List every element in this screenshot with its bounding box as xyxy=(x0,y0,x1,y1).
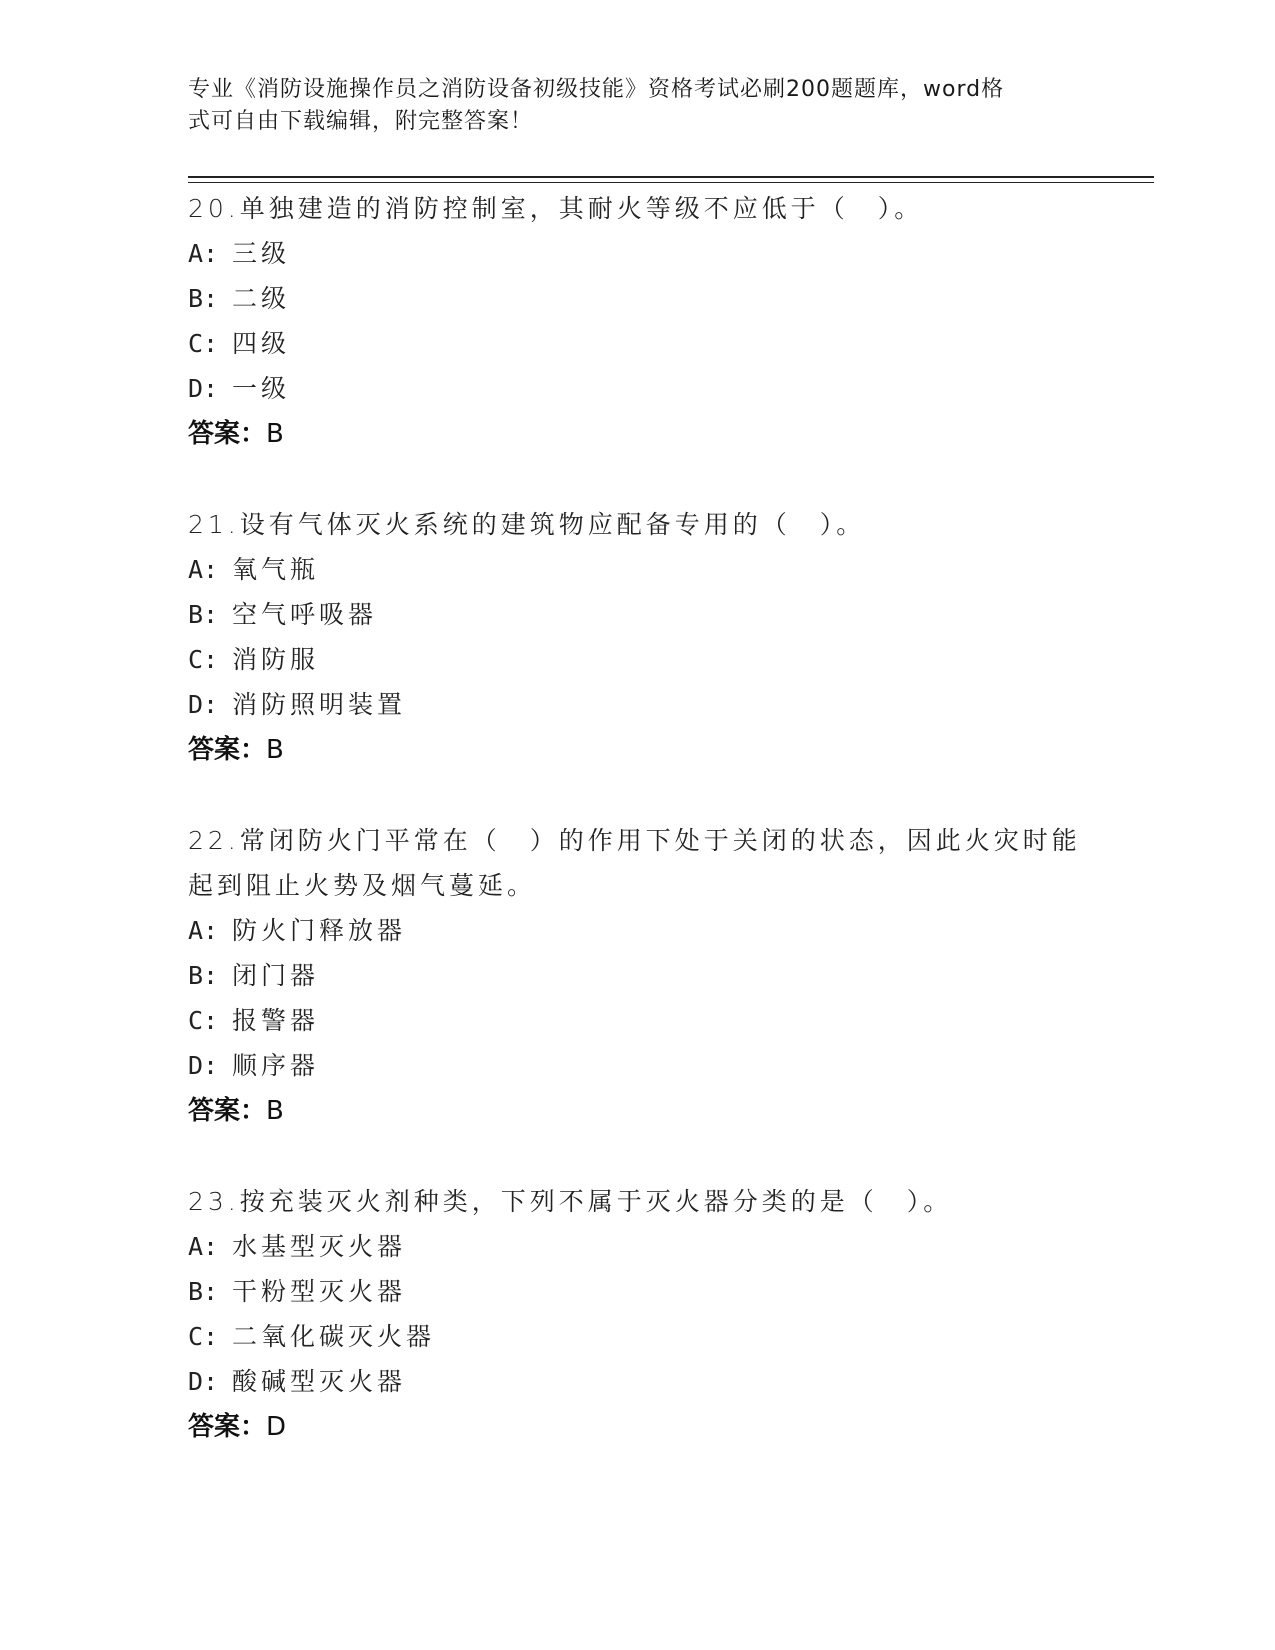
option-a xyxy=(188,231,1088,276)
option-letter: B: xyxy=(188,600,219,629)
option-c xyxy=(188,637,1088,682)
option-text: 酸碱型灭火器 xyxy=(232,1367,407,1396)
option-text: 消防服 xyxy=(232,645,320,674)
option-letter: B: xyxy=(188,284,219,313)
answer-value: D xyxy=(266,1412,287,1442)
option-b xyxy=(188,1269,1088,1314)
question-text-line-1: 22.常闭防火门平常在（ ）的作用下处于关闭的状态，因此火灾时能 xyxy=(188,826,1081,855)
option-a xyxy=(188,1224,1088,1269)
option-text: 氧气瓶 xyxy=(232,555,320,584)
option-letter: A: xyxy=(188,1232,219,1261)
option-a xyxy=(188,908,1088,953)
option-d xyxy=(188,682,1088,727)
question-23 xyxy=(188,1179,1088,1450)
question-text: 23.按充装灭火剂种类，下列不属于灭火器分类的是（ ）。 xyxy=(188,1187,953,1216)
option-text: 三级 xyxy=(232,239,291,268)
question-22 xyxy=(188,818,1088,1134)
option-text: 报警器 xyxy=(232,1006,320,1035)
option-text: 二氧化碳灭火器 xyxy=(232,1322,436,1351)
option-c xyxy=(188,998,1088,1043)
header-line-2: 式可自由下载编辑，附完整答案！ xyxy=(188,109,534,134)
question-text: 21.设有气体灭火系统的建筑物应配备专用的（ ）。 xyxy=(188,510,866,539)
option-b xyxy=(188,592,1088,637)
header-line-1: 专业《消防设施操作员之消防设备初级技能》资格考试必刷200题题库，word格 xyxy=(188,77,1005,102)
option-letter: C: xyxy=(188,329,219,358)
option-letter: D: xyxy=(188,690,219,719)
answer-value: B xyxy=(266,735,284,765)
option-letter: A: xyxy=(188,916,219,945)
option-letter: D: xyxy=(188,374,219,403)
question-text-line-2: 起到阻止火势及烟气蔓延。 xyxy=(188,871,537,900)
option-letter: C: xyxy=(188,1006,219,1035)
option-text: 干粉型灭火器 xyxy=(232,1277,407,1306)
document-header xyxy=(188,74,1088,138)
option-d xyxy=(188,1043,1088,1088)
question-text: 20.单独建造的消防控制室，其耐火等级不应低于（ ）。 xyxy=(188,194,924,223)
option-text: 闭门器 xyxy=(232,961,320,990)
question-20 xyxy=(188,186,1088,457)
option-d xyxy=(188,1359,1088,1404)
answer-line xyxy=(188,411,1088,457)
option-text: 防火门释放器 xyxy=(232,916,407,945)
option-text: 水基型灭火器 xyxy=(232,1232,407,1261)
option-text: 一级 xyxy=(232,374,291,403)
option-letter: C: xyxy=(188,1322,219,1351)
option-d xyxy=(188,366,1088,411)
option-text: 顺序器 xyxy=(232,1051,320,1080)
option-b xyxy=(188,276,1088,321)
option-letter: B: xyxy=(188,1277,219,1306)
option-text: 消防照明装置 xyxy=(232,690,407,719)
answer-label: 答案： xyxy=(188,1096,267,1126)
answer-line xyxy=(188,1404,1088,1450)
option-a xyxy=(188,547,1088,592)
option-letter: A: xyxy=(188,555,219,584)
answer-label: 答案： xyxy=(188,419,267,449)
option-c xyxy=(188,1314,1088,1359)
option-letter: B: xyxy=(188,961,219,990)
option-text: 空气呼吸器 xyxy=(232,600,378,629)
header-divider-thick xyxy=(188,176,1154,178)
answer-label: 答案： xyxy=(188,1412,267,1442)
answer-line xyxy=(188,727,1088,773)
option-text: 二级 xyxy=(232,284,291,313)
option-c xyxy=(188,321,1088,366)
question-21 xyxy=(188,502,1088,773)
option-text: 四级 xyxy=(232,329,291,358)
option-letter: A: xyxy=(188,239,219,268)
answer-line xyxy=(188,1088,1088,1134)
option-letter: D: xyxy=(188,1367,219,1396)
header-divider-thin xyxy=(188,182,1154,183)
option-letter: C: xyxy=(188,645,219,674)
answer-value: B xyxy=(266,419,284,449)
option-b xyxy=(188,953,1088,998)
answer-value: B xyxy=(266,1096,284,1126)
answer-label: 答案： xyxy=(188,735,267,765)
option-letter: D: xyxy=(188,1051,219,1080)
